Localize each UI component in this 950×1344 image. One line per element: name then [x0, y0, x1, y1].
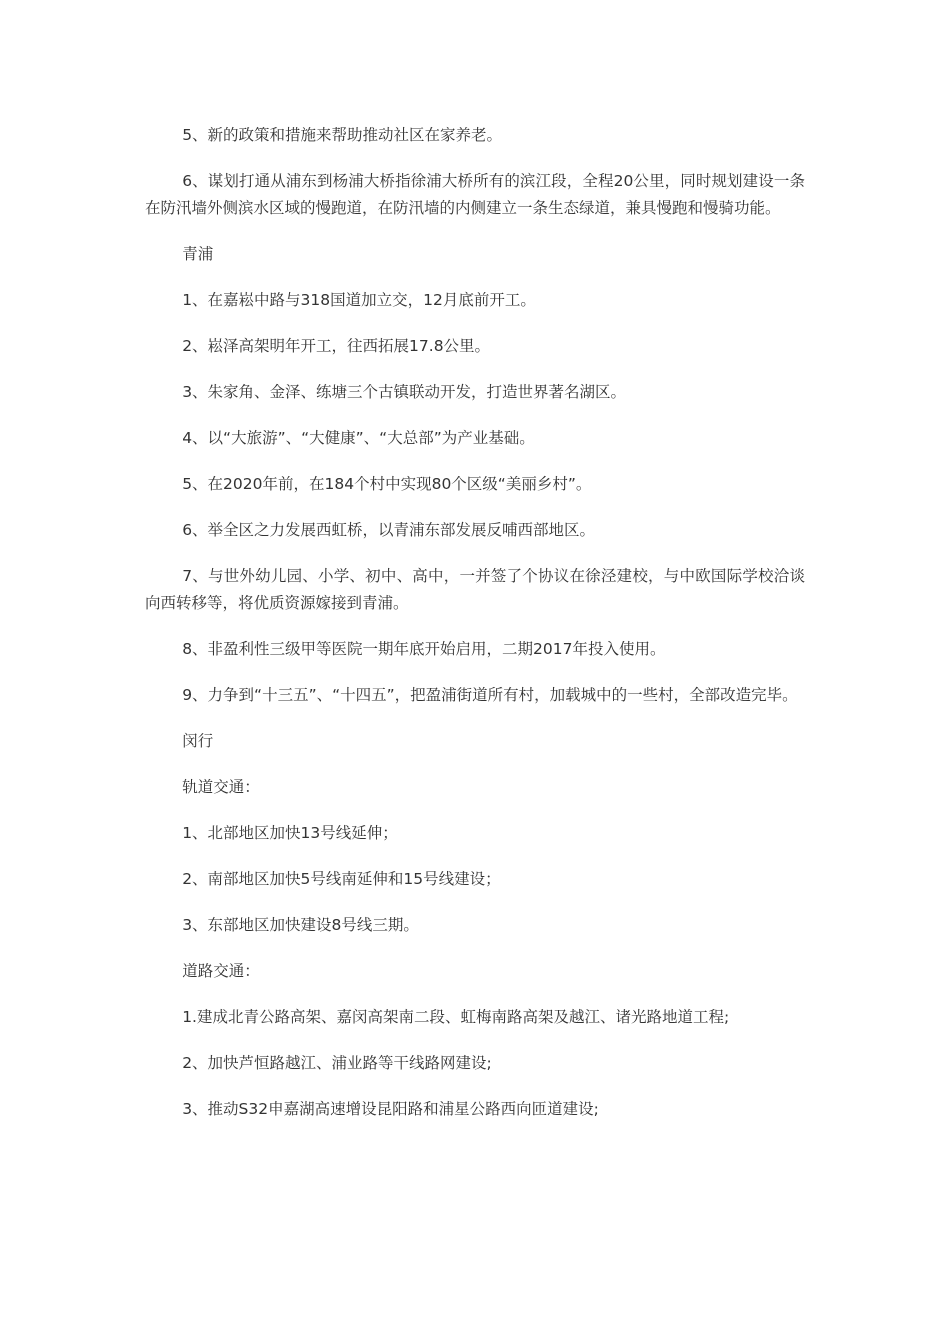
document-body [145, 122, 805, 1142]
section-heading-minhang: 闵行 [182, 732, 214, 750]
paragraph-rail-item-2: 2、南部地区加快5号线南延伸和15号线建设； [182, 870, 501, 888]
paragraph-qingpu-item-7: 7、与世外幼儿园、小学、初中、高中，一并签了个协议在徐泾建校，与中欧国际学校洽谈向西转移等，将优质资源嫁接到青浦。 [145, 567, 805, 612]
paragraph-qingpu-item-4: 4、以“大旅游”、“大健康”、“大总部”为产业基础。 [182, 429, 535, 447]
paragraph-qingpu-item-8: 8、非盈利性三级甲等医院一期年底开始启用，二期2017年投入使用。 [182, 640, 666, 658]
paragraph-rail-item-3: 3、东部地区加快建设8号线三期。 [182, 916, 419, 934]
paragraph-qingpu-item-5: 5、在2020年前，在184个村中实现80个区级“美丽乡村”。 [182, 475, 592, 493]
paragraph-qingpu-item-1: 1、在嘉崧中路与318国道加立交，12月底前开工。 [182, 291, 536, 309]
paragraph-qingpu-item-9: 9、力争到“十三五”、“十四五”，把盈浦街道所有村，加载城中的一些村，全部改造完毕。 [182, 686, 798, 704]
subheading-rail-transit: 轨道交通： [182, 778, 260, 796]
paragraph-qingpu-item-3: 3、朱家角、金泽、练塘三个古镇联动开发，打造世界著名湖区。 [182, 383, 627, 401]
paragraph-road-item-2: 2、加快芦恒路越江、浦业路等干线路网建设; [182, 1054, 492, 1072]
paragraph-qingpu-item-6: 6、举全区之力发展西虹桥，以青浦东部发展反哺西部地区。 [182, 521, 596, 539]
paragraph-rail-item-1: 1、北部地区加快13号线延伸； [182, 824, 398, 842]
paragraph-qingpu-item-2: 2、崧泽高架明年开工，往西拓展17.8公里。 [182, 337, 491, 355]
paragraph-riverside-trail: 6、谋划打通从浦东到杨浦大桥指徐浦大桥所有的滨江段，全程20公里，同时规划建设一条在防汛墙外侧滨水区域的慢跑道，在防汛墙的内侧建立一条生态绿道，兼具慢跑和慢骑功能。 [145, 172, 805, 217]
paragraph-community-elderly-care: 5、新的政策和措施来帮助推动社区在家养老。 [182, 126, 503, 144]
paragraph-road-item-1: 1.建成北青公路高架、嘉闵高架南二段、虹梅南路高架及越江、诸光路地道工程; [182, 1008, 730, 1026]
section-heading-qingpu: 青浦 [182, 245, 214, 263]
paragraph-road-item-3: 3、推动S32申嘉湖高速增设昆阳路和浦星公路西向匝道建设; [182, 1100, 599, 1118]
subheading-road-transport: 道路交通： [182, 962, 260, 980]
